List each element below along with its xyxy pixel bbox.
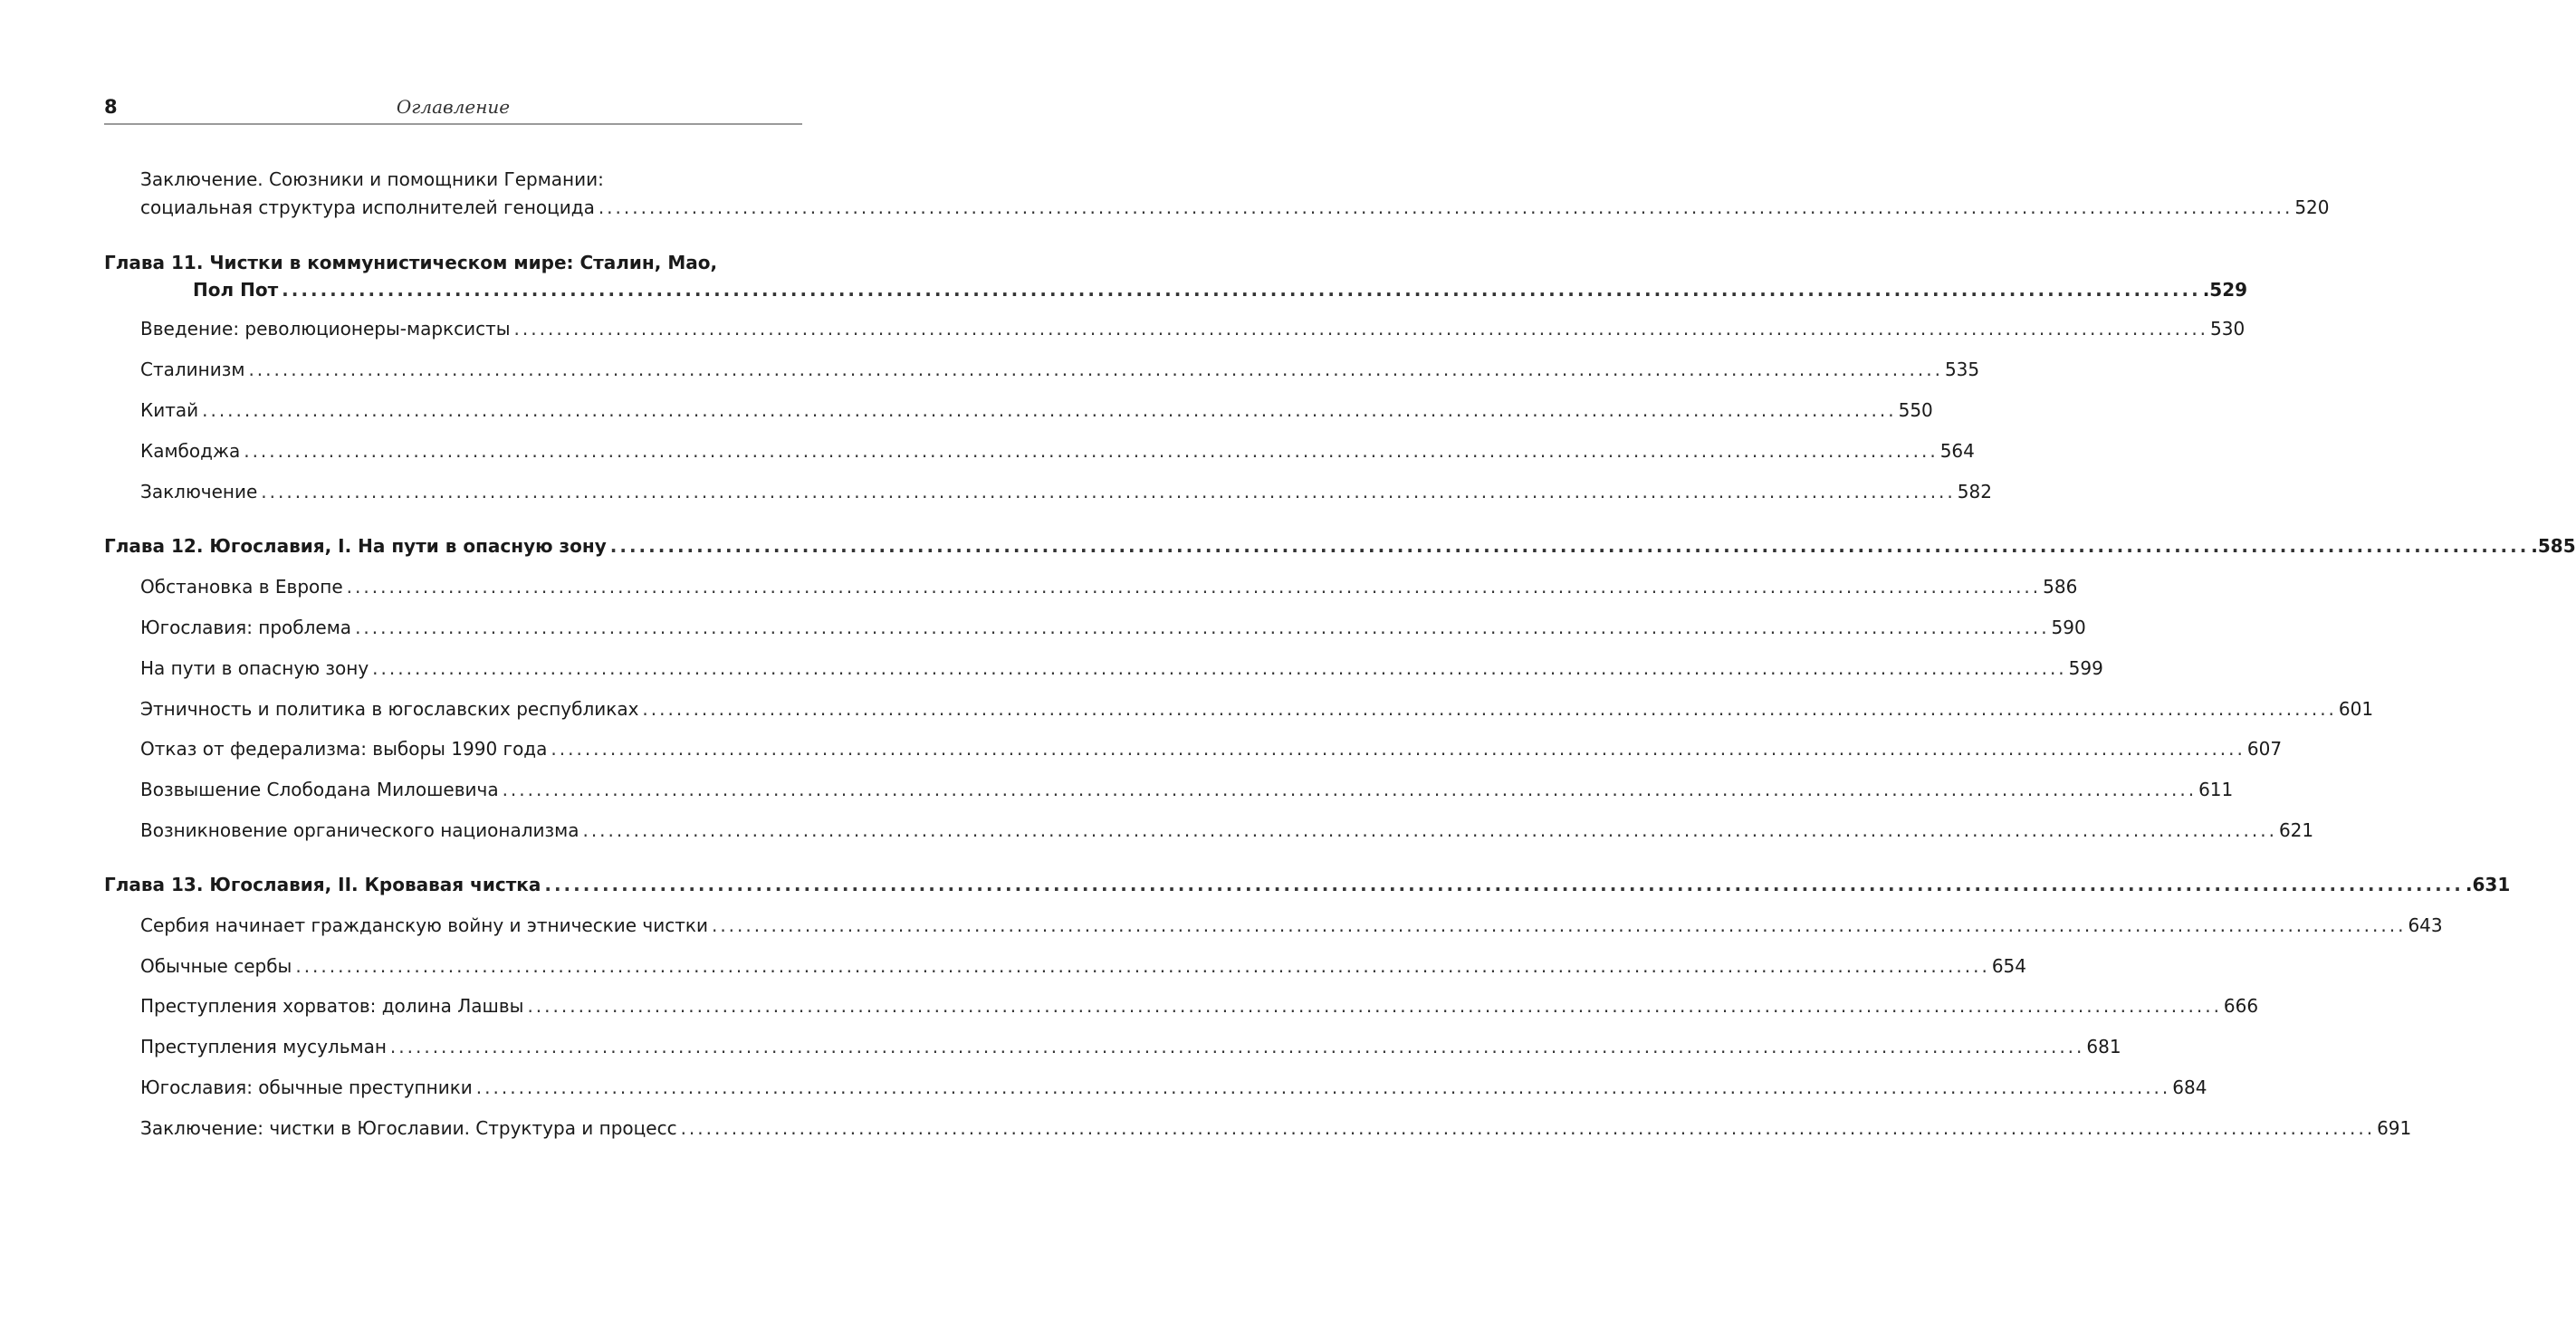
toc-entry-page: 607 [2246,738,2283,760]
dot-leader: ........................................................................................................................................................................................................ [372,657,2067,679]
toc-entry[interactable] [140,695,2374,722]
toc-chapter-12[interactable] [104,532,2576,560]
dot-leader: ........................................................................................................................................................................................................ [244,440,1939,462]
toc-entry[interactable] [140,397,1933,424]
toc-chapter-title: Глава 11. Чистки в коммунистическом мире: Сталин, Мао, [104,252,718,273]
toc-entry-intro-line1[interactable] [140,166,604,193]
toc-entry[interactable] [140,776,2234,803]
toc-entry[interactable] [140,735,2283,762]
toc-entry-title: Преступления мусульман [140,1036,387,1057]
toc-entry-title: Камбоджа [140,440,241,462]
toc-entry[interactable] [140,614,2086,641]
dot-leader: ........................................................................................................................................................................................................ [527,995,2222,1017]
dot-leader: ........................................................................................................................................................................................................ [609,535,2530,557]
toc-entry-title: Преступления хорватов: долина Лашвы [140,995,524,1017]
toc-entry[interactable] [140,356,1980,383]
toc-chapter-title: Глава 13. Югославия, II. Кровавая чистка [104,874,541,895]
toc-entry-page: 611 [2198,779,2234,800]
toc-entry[interactable] [140,1115,2412,1142]
dot-leader: ........................................................................................................................................................................................................ [582,819,2277,841]
dot-leader: ........................................................................................................................................................................................................ [389,1036,2085,1057]
toc-entry-page: 666 [2223,995,2259,1017]
toc-entry[interactable] [140,437,1975,464]
dot-leader: ........................................................................................................................................................................................................ [502,779,2198,800]
toc-entry[interactable] [140,478,1992,505]
dot-leader: ........................................................................................................................................................................................................ [295,955,1990,977]
toc-entry-title: Введение: революционеры-марксисты [140,318,511,340]
toc-entry-page: 681 [2086,1036,2121,1057]
dot-leader: ........................................................................................................................................................................................................ [680,1117,2376,1139]
dot-leader: ........................................................................................................................................................................................................ [475,1076,2171,1098]
dot-leader: ........................................................................................................................................................................................................ [355,617,2050,638]
toc-chapter-11-line1[interactable] [104,249,717,276]
dot-leader: ........................................................................................................................................................................................................ [261,481,1956,502]
dot-leader: ........................................................................................................................................................................................................ [248,359,1943,380]
toc-entry[interactable] [140,573,2078,600]
toc-chapter-page: .585 [2531,535,2576,557]
dot-leader: ........................................................................................................................................................................................................ [598,196,2294,218]
toc-chapter-title: Глава 12. Югославия, I. На пути в опасную зону [104,535,607,557]
toc-entry-title: Заключение. Союзники и помощники Германии: [140,168,604,190]
toc-entry[interactable] [140,992,2259,1019]
toc-entry-title: Возвышение Слободана Милошевича [140,779,499,800]
toc-entry-title: Китай [140,399,199,421]
toc-entry-title: Этничность и политика в югославских республиках [140,698,639,720]
toc-entry-title: Сталинизм [140,359,245,380]
dot-leader: ........................................................................................................................................................................................................ [551,738,2246,760]
toc-entry-page: 550 [1898,399,1933,421]
toc-entry-page: 586 [2043,576,2078,598]
toc-entry-page: 520 [2294,196,2330,218]
toc-chapter-13[interactable] [104,871,2511,898]
toc-entry-title: Сербия начинает гражданскую войну и этнические чистки [140,914,708,936]
toc-entry-page: 601 [2338,698,2374,720]
toc-entry-page: 590 [2051,617,2086,638]
toc-chapter-page: .631 [2465,874,2511,895]
toc-chapter-title: Пол Пот [193,279,279,301]
running-head: Оглавление [396,96,511,118]
toc-entry-title: социальная структура исполнителей геноцида [140,196,595,218]
toc-chapter-page: .529 [2202,279,2248,301]
toc-entry-page: 684 [2172,1076,2207,1098]
toc-entry-title: Югославия: проблема [140,617,352,638]
toc-entry-page: 643 [2408,914,2443,936]
dot-leader: ........................................................................................................................................................................................................ [282,279,2201,301]
toc-entry-title: Отказ от федерализма: выборы 1990 года [140,738,548,760]
dot-leader: ........................................................................................................................................................................................................ [544,874,2464,895]
toc-entry-page: 599 [2068,657,2103,679]
toc-entry-title: Обстановка в Европе [140,576,343,598]
toc-entry-title: Югославия: обычные преступники [140,1076,473,1098]
toc-entry-page: 621 [2278,819,2314,841]
toc-entry-title: На пути в опасную зону [140,657,369,679]
dot-leader: ........................................................................................................................................................................................................ [202,399,1897,421]
dot-leader: ........................................................................................................................................................................................................ [513,318,2209,340]
toc-chapter-11[interactable] [193,276,2248,303]
toc-entry[interactable] [140,817,2314,844]
toc-entry-page: 691 [2377,1117,2412,1139]
toc-entry-intro[interactable] [140,194,2330,221]
toc-entry[interactable] [140,315,2246,342]
toc-entry-page: 530 [2210,318,2246,340]
toc-entry[interactable] [140,912,2443,939]
toc-entry-page: 582 [1957,481,1992,502]
dot-leader: ........................................................................................................................................................................................................ [346,576,2042,598]
toc-entry-title: Заключение [140,481,258,502]
dot-leader: ........................................................................................................................................................................................................ [711,914,2407,936]
toc-entry-title: Обычные сербы [140,955,292,977]
toc-entry[interactable] [140,952,2027,980]
toc-entry-title: Заключение: чистки в Югославии. Структура и процесс [140,1117,677,1139]
toc-entry-page: 654 [1991,955,2027,977]
toc-entry[interactable] [140,655,2103,682]
page-number: 8 [104,96,118,118]
toc-entry-page: 535 [1944,359,1980,380]
dot-leader: ........................................................................................................................................................................................................ [642,698,2337,720]
toc-entry-title: Возникновение органического национализма [140,819,579,841]
toc-entry-page: 564 [1939,440,1975,462]
toc-entry[interactable] [140,1033,2121,1060]
toc-entry[interactable] [140,1074,2207,1101]
